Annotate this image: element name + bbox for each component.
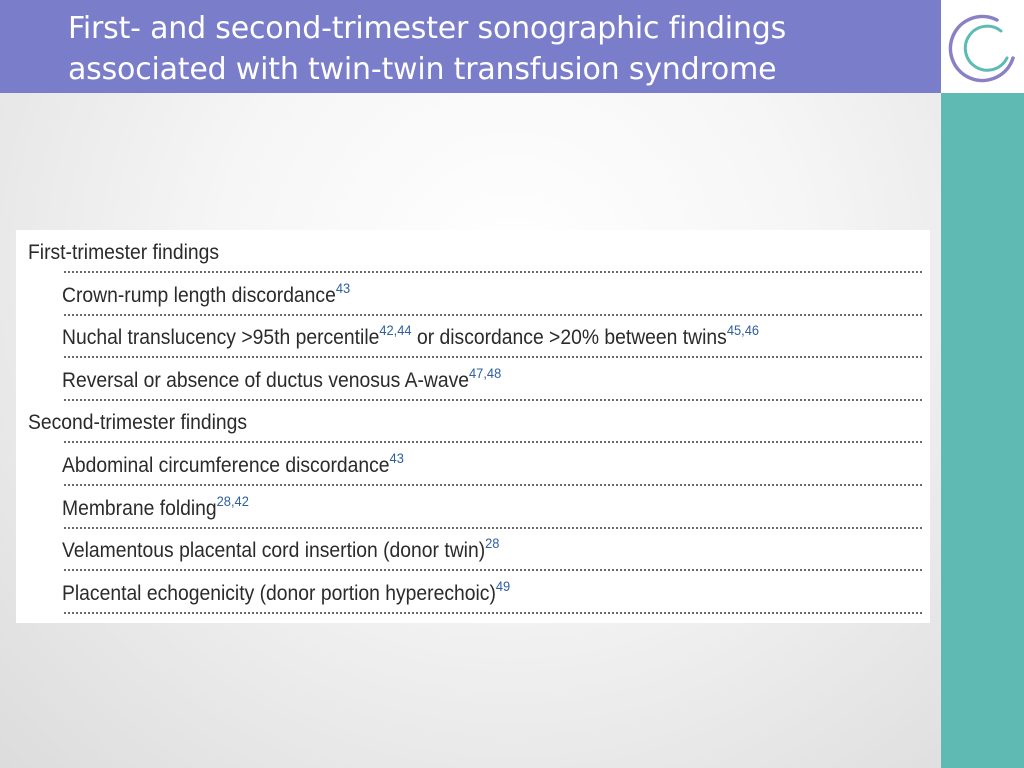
finding-text-segment: Crown-rump length discordance (62, 283, 336, 307)
finding-text-segment: Reversal or absence of ductus venosus A-wave (62, 368, 470, 392)
reference-superscript: 45,46 (726, 322, 760, 339)
reference-superscript: 42,44 (379, 322, 412, 339)
reference-superscript: 49 (495, 577, 511, 594)
finding-row (16, 273, 930, 316)
finding-text-segment: Abdominal circumference discordance (62, 454, 390, 477)
reference-superscript: 43 (389, 450, 404, 466)
finding-text-segment: or discordance >20% between twins (411, 326, 727, 350)
finding-row (16, 358, 930, 401)
concentric-rings-logo-icon (941, 0, 1024, 93)
finding-text (62, 450, 404, 478)
findings-table (16, 230, 930, 623)
finding-text (62, 279, 351, 308)
reference-superscript: 28 (485, 535, 500, 552)
reference-superscript: 28,42 (216, 492, 249, 509)
finding-text (62, 535, 500, 563)
title-line-2: associated with twin-twin transfusion syndrome (68, 52, 777, 87)
reference-superscript: 43 (335, 279, 351, 296)
title-banner (0, 0, 941, 93)
finding-text (62, 322, 760, 350)
finding-text (62, 492, 249, 521)
section-header-row (16, 400, 930, 443)
dotted-divider (64, 612, 922, 614)
section-title: Second-trimester findings (28, 411, 248, 435)
finding-row (16, 486, 930, 529)
right-sidebar (941, 93, 1024, 768)
finding-text (62, 364, 502, 393)
finding-text-segment: Placental echogenicity (donor portion hyperechoic) (62, 581, 496, 605)
finding-text-segment: Nuchal translucency >95th percentile (62, 326, 380, 350)
finding-text-segment: Velamentous placental cord insertion (donor twin) (62, 539, 486, 563)
finding-text (62, 577, 511, 606)
finding-row (16, 315, 930, 358)
logo-box (941, 0, 1024, 93)
section-title: First-trimester findings (28, 241, 220, 264)
finding-row (16, 528, 930, 571)
reference-superscript: 47,48 (469, 364, 502, 381)
finding-row (16, 443, 930, 486)
finding-row (16, 571, 930, 614)
slide-title (68, 8, 786, 90)
section-header-row (16, 230, 930, 273)
title-line-1: First- and second-trimester sonographic findings (68, 11, 787, 46)
finding-text-segment: Membrane folding (62, 496, 217, 520)
